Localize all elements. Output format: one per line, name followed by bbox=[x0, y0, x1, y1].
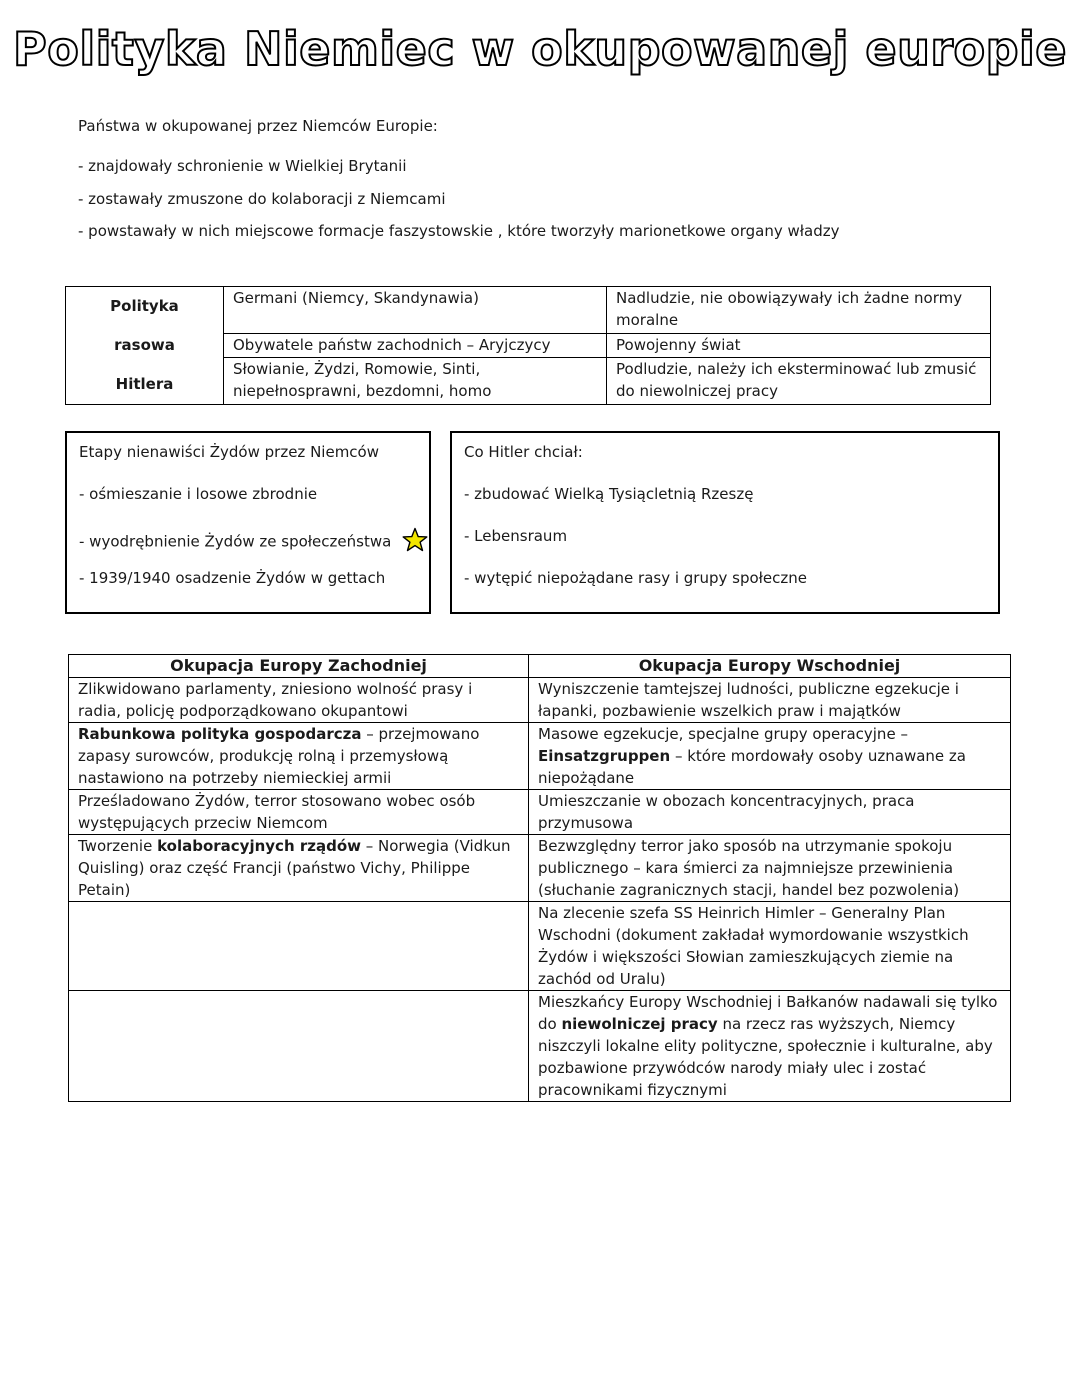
occupation-table bbox=[68, 654, 1011, 1102]
bold-term: kolaboracyjnych rządów bbox=[157, 837, 361, 855]
stages-box bbox=[65, 431, 431, 614]
east-cell: Masowe egzekucje, specjalne grupy operacyjne – Einsatzgruppen – które mordowały osoby uznawane za niepożądane bbox=[529, 723, 1011, 790]
race-group-cell: Germani (Niemcy, Skandynawia) bbox=[224, 287, 607, 334]
hitler-goal-item: - Lebensraum bbox=[464, 527, 568, 545]
east-cell: Mieszkańcy Europy Wschodniej i Bałkanów nadawali się tylko do niewolniczej pracy na rzecz ras wyższych, Niemcy niszczyli lokalne elity polityczne, społecznie i kulturalne, aby pozbawione przywódców narody miały ulec i zostać pracownikami fizycznymi bbox=[529, 991, 1011, 1102]
stages-heading: Etapy nienawiści Żydów przez Niemców bbox=[79, 443, 379, 461]
race-policy-table bbox=[65, 286, 991, 405]
race-status-cell: Nadludzie, nie obowiązywały ich żadne normy moralne bbox=[607, 287, 991, 334]
star-icon bbox=[402, 527, 428, 557]
west-cell: Tworzenie kolaboracyjnych rządów – Norwegia (Vidkun Quisling) oraz część Francji (państwo Vichy, Philippe Petain) bbox=[69, 835, 529, 902]
intro-text: Państwa w okupowanej przez Niemców Europie: bbox=[78, 117, 438, 135]
table-row bbox=[69, 790, 1011, 835]
east-cell: Wyniszczenie tamtejszej ludności, publiczne egzekucje i łapanki, pozbawienie wszelkich praw i majątków bbox=[529, 678, 1011, 723]
race-status-cell: Podludzie, należy ich eksterminować lub zmusić do niewolniczej pracy bbox=[607, 357, 991, 404]
bold-term: Einsatzgruppen bbox=[538, 747, 671, 765]
west-cell-empty bbox=[69, 991, 529, 1102]
bold-term: niewolniczej pracy bbox=[561, 1015, 718, 1033]
west-cell-empty bbox=[69, 902, 529, 991]
race-status-cell: Powojenny świat bbox=[607, 334, 991, 358]
intro-bullet-list bbox=[78, 156, 839, 254]
stage-item-starred bbox=[79, 527, 428, 557]
star-shape bbox=[403, 529, 427, 551]
east-header: Okupacja Europy Wschodniej bbox=[529, 655, 1011, 678]
bullet-item: - zostawały zmuszone do kolaboracji z Niemcami bbox=[78, 189, 446, 208]
stage-item: - 1939/1940 osadzenie Żydów w gettach bbox=[79, 569, 386, 587]
east-cell: Na zlecenie szefa SS Heinrich Himler – Generalny Plan Wschodni (dokument zakładał wymordowanie wszystkich Żydów i większości Słowian zamieszkujących ziemie na zachód od Uralu) bbox=[529, 902, 1011, 991]
table-row bbox=[69, 835, 1011, 902]
table-row bbox=[69, 723, 1011, 790]
hitler-goal-item: - wytępić niepożądane rasy i grupy społeczne bbox=[464, 569, 808, 587]
west-cell: Prześladowano Żydów, terror stosowano wobec osób występujących przeciw Niemcom bbox=[69, 790, 529, 835]
bold-term: Rabunkowa polityka gospodarcza bbox=[78, 725, 362, 743]
east-cell: Umieszczanie w obozach koncentracyjnych, praca przymusowa bbox=[529, 790, 1011, 835]
stage-item: - ośmieszanie i losowe zbrodnie bbox=[79, 485, 318, 503]
race-policy-label: Polityka rasowa Hitlera bbox=[66, 287, 224, 405]
table-header-row bbox=[69, 655, 1011, 678]
hitler-goals-box bbox=[450, 431, 1000, 614]
page-title: Polityka Niemiec w okupowanej europie bbox=[13, 22, 1067, 76]
bullet-item: - znajdowały schronienie w Wielkiej Brytanii bbox=[78, 157, 407, 175]
table-row bbox=[69, 902, 1011, 991]
east-cell: Bezwzględny terror jako sposób na utrzymanie spokoju publicznego – kara śmierci za najmniejsze przewinienia (słuchanie zagranicznych stacji, handel bez pozwolenia) bbox=[529, 835, 1011, 902]
bullet-item: - powstawały w nich miejscowe formacje faszystowskie , które tworzyły marionetkowe organy władzy bbox=[78, 222, 840, 240]
stage-item: - wyodrębnienie Żydów ze społeczeństwa bbox=[79, 532, 392, 551]
table-row bbox=[66, 287, 991, 334]
race-group-cell: Obywatele państw zachodnich – Aryjczycy bbox=[224, 334, 607, 358]
race-group-cell: Słowianie, Żydzi, Romowie, Sinti, niepełnosprawni, bezdomni, homo bbox=[224, 357, 607, 404]
table-row bbox=[69, 991, 1011, 1102]
hitler-goal-item: - zbudować Wielką Tysiącletnią Rzeszę bbox=[464, 485, 754, 503]
west-cell: Rabunkowa polityka gospodarcza – przejmowano zapasy surowców, produkcję rolną i przemysłową nastawiono na potrzeby niemieckiej armii bbox=[69, 723, 529, 790]
west-cell: Zlikwidowano parlamenty, zniesiono wolność prasy i radia, policję podporządkowano okupantowi bbox=[69, 678, 529, 723]
table-row bbox=[69, 678, 1011, 723]
west-header: Okupacja Europy Zachodniej bbox=[69, 655, 529, 678]
hitler-goals-heading: Co Hitler chciał: bbox=[464, 443, 583, 461]
